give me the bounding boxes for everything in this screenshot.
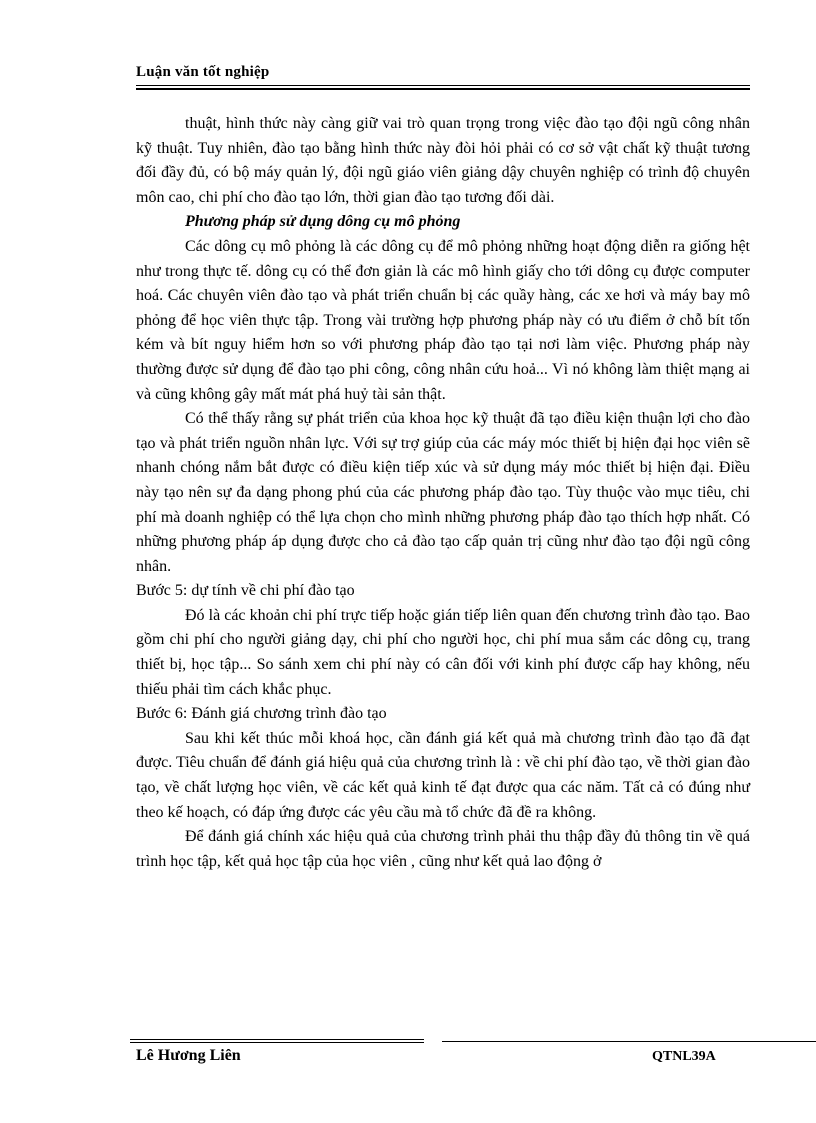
paragraph-1: thuật, hình thức này càng giữ vai trò quan trọng trong việc đào tạo đội ngũ công nhân kỹ thuật. Tuy nhiên, đào tạo bằng hình thức này đòi hỏi phải có cơ sở vật chất kỹ thuật tương đối đầy đủ, có bộ máy quản lý, đội ngũ giáo viên giảng dậy chuyên nghiệp có trình độ chuyên môn cao, chi phí cho đào tạo lớn, thời gian đào tạo tương đối dài.	[136, 115, 750, 206]
paragraph-5: Sau khi kết thúc mỗi khoá học, cần đánh giá kết quả mà chương trình đào tạo đã đạt được. Tiêu chuẩn để đánh giá hiệu quả của chương trình là : về chi phí đào tạo, về thời gian đào tạo, về chất lượng học viên, về các kết quả kinh tế đạt được qua các năm. Tất cả có đúng như theo kế hoạch, có đáp ứng được các yêu cầu mà tổ chức đã đề ra không.	[136, 729, 750, 821]
footer-code: QTNL39A	[652, 1049, 716, 1064]
paragraph-3: Có thể thấy rằng sự phát triển của khoa học kỹ thuật đã tạo điều kiện thuận lợi cho đào tạo và phát triển nguồn nhân lực. Với sự trợ giúp của các máy móc thiết bị hiện đại học viên sẽ nhanh chóng nắm bắt được có điều kiện tiếp xúc và sử dụng máy móc thiết bị hiện đại. Điều này tạo nên sự đa dạng phong phú của các phương pháp đào tạo. Tùy thuộc vào mục tiêu, chi phí mà doanh nghiệp có thể lựa chọn cho mình những phương pháp đào tạo thích hợp nhất. Có những phương pháp áp dụng được cho cả đào tạo cấp quản trị cũng như đào tạo đội ngũ công nhân.	[136, 410, 750, 575]
paragraph-2: Các dông cụ mô phỏng là các dông cụ để mô phỏng những hoạt động diễn ra giống hệt như trong thực tế. dông cụ có thể đơn giản là các mô hình giấy cho tới dông cụ được computer hoá. Các chuyên viên đào tạo và phát triển chuẩn bị các quầy hàng, các xe hơi và máy bay mô phỏng để học viên thực tập. Trong vài trường hợp phương pháp này có ưu điểm ở chỗ bít tốn kém và bít nguy hiểm hơn so với phương pháp đào tạo tại nơi làm việc. Phương pháp này thường được sử dụng để đào tạo phi công, công nhân cứu hoả... Vì nó không làm thiệt mạng ai và cũng không gây mất mát phá huỷ tài sản thật.	[136, 237, 750, 403]
paragraph-4: Đó là các khoản chi phí trực tiếp hoặc gián tiếp liên quan đến chương trình đào tạo. Bao gồm chi phí cho người giảng dạy, chi phí cho người học, chi phí mua sắm các dông cụ, trang thiết bị, học tập... So sánh xem chi phí này có cân đối với kinh phí được cấp hay không, nếu thiếu phải tìm cách khắc phục.	[136, 606, 750, 698]
step-5-heading: Bước 5: dự tính về chi phí đào tạo	[136, 582, 355, 600]
step-6-heading: Bước 6: Đánh giá chương trình đào tạo	[136, 705, 387, 723]
paragraph-6: Để đánh giá chính xác hiệu quả của chương trình phải thu thập đầy đủ thông tin về quá trình học tập, kết quả học tập của học viên , cũng như kết quả lao động ở	[136, 828, 750, 870]
header-rule-thin	[136, 85, 750, 86]
footer-rule-left-bottom	[130, 1042, 424, 1043]
document-body	[136, 112, 750, 874]
subheading-simulation-method: Phương pháp sử dụng dông cụ mô phỏng	[185, 213, 461, 231]
footer-rule-left-top	[130, 1039, 424, 1040]
footer-author: Lê Hương Liên	[136, 1047, 241, 1064]
header-rule-thick	[136, 88, 750, 90]
footer-rule-right	[442, 1041, 816, 1042]
header-title: Luận văn tốt nghiệp	[136, 64, 270, 80]
